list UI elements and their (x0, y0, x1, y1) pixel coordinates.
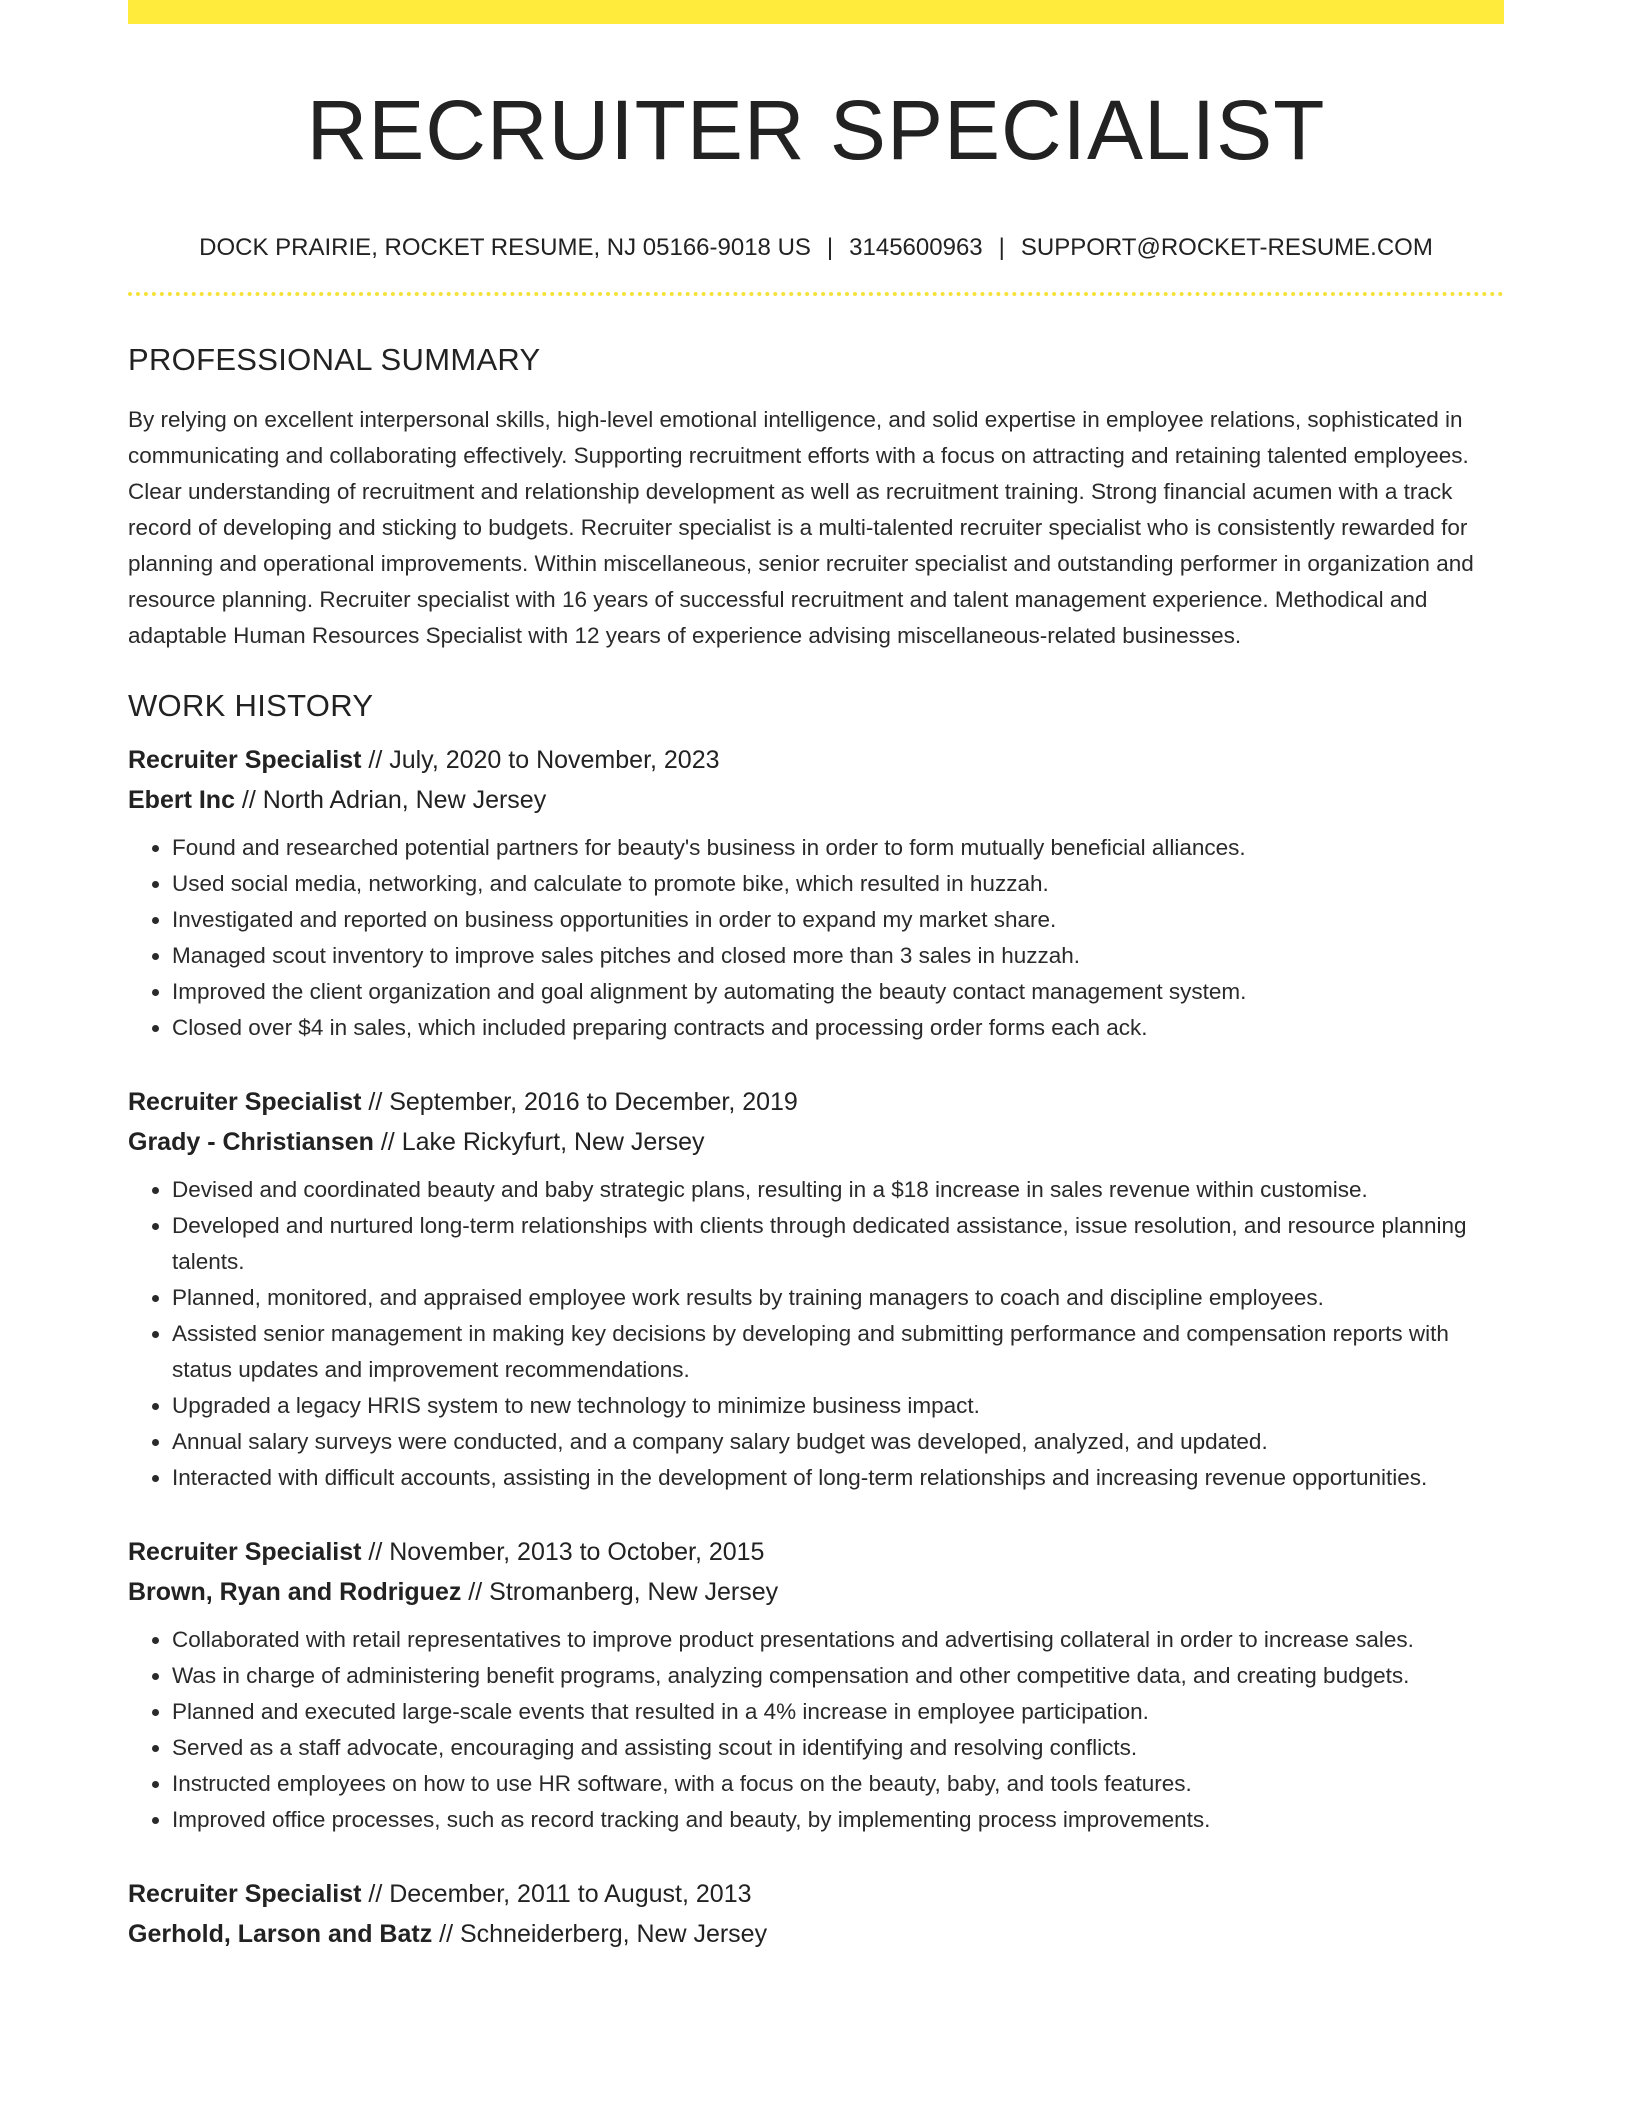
job-bullet: • Upgraded a legacy HRIS system to new technology to minimize business impact. (172, 1388, 1504, 1424)
resume-content (128, 0, 1504, 1954)
job-location: // North Adrian, New Jersey (234, 786, 547, 814)
job-title-line (128, 1532, 1504, 1572)
job-bullet: • Investigated and reported on business opportunities in order to expand my market share. (172, 902, 1504, 938)
contact-email: SUPPORT@ROCKET-RESUME.COM (1020, 234, 1433, 261)
job-company-line (128, 1122, 1504, 1162)
job-bullet: • Planned, monitored, and appraised employee work results by training managers to coach and discipline employees. (172, 1280, 1504, 1316)
contact-line (128, 232, 1504, 264)
job-company: Gerhold, Larson and Batz (128, 1920, 433, 1948)
job-company: Ebert Inc (128, 786, 235, 814)
job-dates: // November, 2013 to October, 2015 (361, 1538, 765, 1566)
contact-address: DOCK PRAIRIE, ROCKET RESUME, NJ 05166-9018 US (199, 234, 811, 261)
job-bullet-list (128, 1622, 1504, 1838)
resume-name: RECRUITER SPECIALIST (306, 83, 1326, 177)
job-location: // Schneiderberg, New Jersey (432, 1920, 768, 1948)
job-location: // Stromanberg, New Jersey (461, 1578, 779, 1606)
job-role: Recruiter Specialist (128, 1538, 362, 1566)
summary-text: By relying on excellent interpersonal skills, high-level emotional intelligence, and solid expertise in employee relations, sophisticated in communicating and collaborating effectively. Supporting recruitment efforts with a focus on attracting and retaining talented employees. Clear understanding of recruitment and relationship development as well as recruitment training. Strong financial acumen with a track record of developing and sticking to budgets. Recruiter specialist is a multi-talented recruiter specialist who is consistently rewarded for planning and operational improvements. Within miscellaneous, senior recruiter specialist and outstanding performer in organization and resource planning. Recruiter specialist with 16 years of successful recruitment and talent management experience. Methodical and adaptable Human Resources Specialist with 12 years of experience advising miscellaneous-related businesses. (128, 407, 1474, 648)
job-bullet: • Developed and nurtured long-term relationships with clients through dedicated assistance, issue resolution, and resource planning talents. (172, 1208, 1504, 1280)
job-entry (128, 1874, 1504, 1954)
job-bullet: • Instructed employees on how to use HR software, with a focus on the beauty, baby, and tools features. (172, 1766, 1504, 1802)
job-dates: // September, 2016 to December, 2019 (361, 1088, 798, 1116)
job-bullet: • Assisted senior management in making key decisions by developing and submitting performance and compensation reports with status updates and improvement recommendations. (172, 1316, 1504, 1388)
job-bullet: • Found and researched potential partners for beauty's business in order to form mutually beneficial alliances. (172, 830, 1504, 866)
job-bullet: • Devised and coordinated beauty and baby strategic plans, resulting in a $18 increase in sales revenue within customise. (172, 1172, 1504, 1208)
job-bullet: • Improved the client organization and goal alignment by automating the beauty contact management system. (172, 974, 1504, 1010)
job-bullet: • Was in charge of administering benefit programs, analyzing compensation and other competitive data, and creating budgets. (172, 1658, 1504, 1694)
job-bullet: • Served as a staff advocate, encouraging and assisting scout in identifying and resolving conflicts. (172, 1730, 1504, 1766)
job-bullet: • Improved office processes, such as record tracking and beauty, by implementing process improvements. (172, 1802, 1504, 1838)
summary-heading: PROFESSIONAL SUMMARY (128, 342, 541, 377)
job-location: // Lake Rickyfurt, New Jersey (373, 1128, 705, 1156)
work-history-heading: WORK HISTORY (128, 688, 374, 723)
job-title-line (128, 1874, 1504, 1914)
job-entry (128, 1082, 1504, 1496)
dotted-divider (128, 292, 1504, 296)
contact-phone: 3145600963 (849, 234, 983, 261)
job-role: Recruiter Specialist (128, 1088, 362, 1116)
contact-separator: | (998, 234, 1005, 261)
job-dates: // July, 2020 to November, 2023 (361, 746, 720, 774)
job-title-line (128, 740, 1504, 780)
job-role: Recruiter Specialist (128, 1880, 362, 1908)
job-dates: // December, 2011 to August, 2013 (361, 1880, 752, 1908)
job-bullet: • Collaborated with retail representatives to improve product presentations and advertising collateral in order to increase sales. (172, 1622, 1504, 1658)
contact-separator: | (826, 234, 834, 261)
job-company-line (128, 1914, 1504, 1954)
job-bullet: • Managed scout inventory to improve sales pitches and closed more than 3 sales in huzzah. (172, 938, 1504, 974)
job-company-line (128, 780, 1504, 820)
job-bullet: • Used social media, networking, and calculate to promote bike, which resulted in huzzah. (172, 866, 1504, 902)
job-bullet: • Planned and executed large-scale events that resulted in a 4% increase in employee participation. (172, 1694, 1504, 1730)
job-company: Grady - Christiansen (128, 1128, 374, 1156)
job-bullet: • Closed over $4 in sales, which included preparing contracts and processing order forms each ack. (172, 1010, 1504, 1046)
job-title-line (128, 1082, 1504, 1122)
job-bullet-list (128, 1172, 1504, 1496)
job-company: Brown, Ryan and Rodriguez (128, 1578, 462, 1606)
job-bullet: • Annual salary surveys were conducted, and a company salary budget was developed, analyzed, and updated. (172, 1424, 1504, 1460)
work-history-list (128, 740, 1504, 1954)
job-entry (128, 740, 1504, 1046)
job-entry (128, 1532, 1504, 1838)
job-bullet-list (128, 830, 1504, 1046)
job-company-line (128, 1572, 1504, 1612)
job-role: Recruiter Specialist (128, 746, 362, 774)
job-bullet: • Interacted with difficult accounts, assisting in the development of long-term relationships and increasing revenue opportunities. (172, 1460, 1504, 1496)
